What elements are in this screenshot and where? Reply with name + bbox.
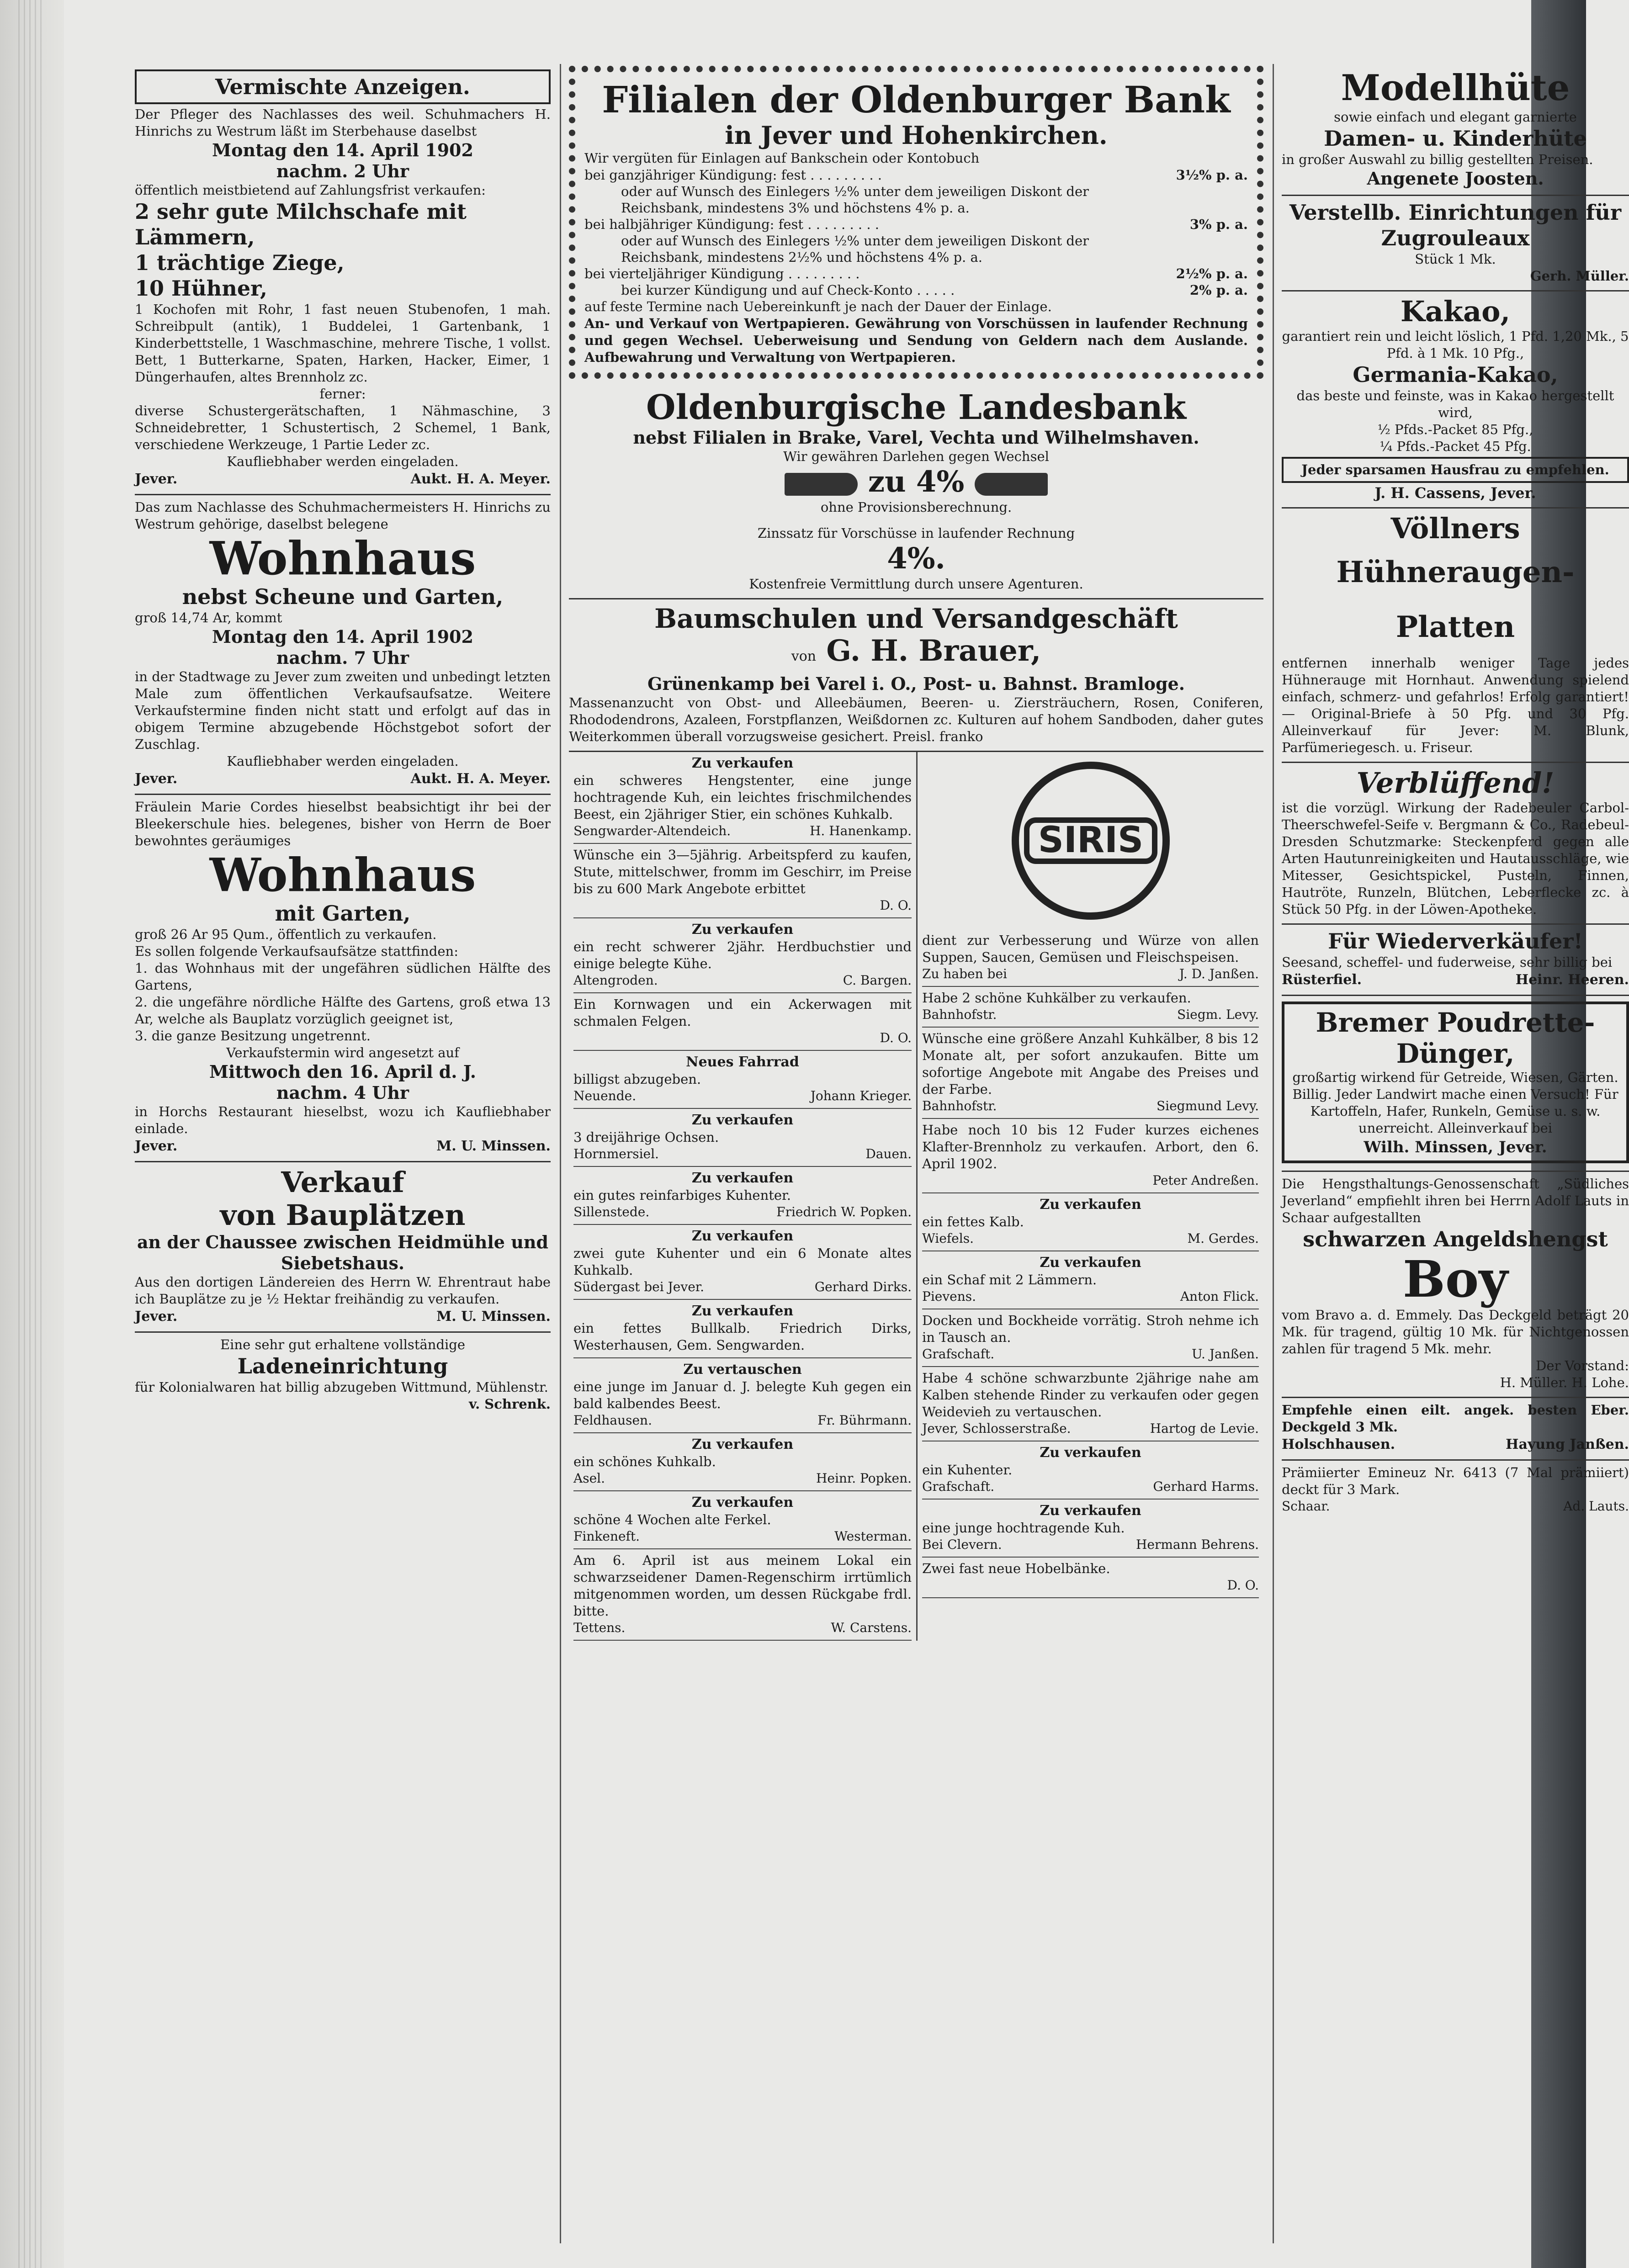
ad-wohnhaus-westrum xyxy=(135,495,551,795)
small-ad xyxy=(922,987,1259,1028)
small-ad-signature xyxy=(573,897,912,914)
ad-text: für Kolonialwaren hat billig abzugeben Wittmund, Mühlenstr. xyxy=(135,1379,548,1395)
small-ad-text: Wünsche ein 3—5jährig. Arbeitspferd zu kaufen, Stute, mittelschwer, fromm im Geschirr, im Preise bis zu 600 Mark Angebote erbittet xyxy=(573,847,912,896)
ad-headline: Völlners xyxy=(1390,512,1520,545)
small-ad-name: D. O. xyxy=(880,1030,912,1045)
small-ad-name: C. Bargen. xyxy=(843,973,912,988)
small-ad xyxy=(922,1193,1259,1251)
small-ad xyxy=(573,1358,912,1433)
small-ad xyxy=(573,844,912,918)
small-ad-signature xyxy=(922,1288,1259,1305)
small-ad-name: Friedrich W. Popken. xyxy=(776,1204,912,1219)
small-ad-title: Zu verkaufen xyxy=(1040,1197,1141,1213)
ad-text: in der Stadtwage zu Jever zum zweiten und unbedingt letzten Male zum öffentlichen Verkaufsaufsatze. Weitere Verkaufstermine finden nicht statt und erfolgt auf das in obigem Termine abzugebende Höchstgebot sofort der Zuschlag. xyxy=(135,669,551,752)
small-ad xyxy=(922,1558,1259,1598)
ad-headline: Damen- u. Kinderhüte xyxy=(1324,126,1587,151)
ad-subheadline: nebst Scheune und Garten, xyxy=(182,584,504,609)
small-ad-signature xyxy=(922,1537,1259,1553)
ad-text: Prämiierter Emineuz Nr. 6413 (7 Mal prämiiert) deckt für 3 Mark. xyxy=(1282,1465,1629,1497)
ad-headline: Für Wiederverkäufer! xyxy=(1328,929,1583,954)
ad-zugrouleaux xyxy=(1282,196,1629,291)
small-ad xyxy=(573,752,912,844)
ad-text: Empfehle einen eilt. angek. besten Eber. Deckgeld 3 Mk. xyxy=(1282,1402,1629,1435)
small-ad-text: ein schweres Hengstenter, eine junge hochtragende Kuh, ein leichtes frischmilchendes Beest, ein 2jähriger Stier, ein schönes Kuhkalb. xyxy=(573,773,912,822)
ad-item: 1 trächtige Ziege, xyxy=(135,250,345,275)
small-ad xyxy=(573,1300,912,1358)
small-ad-place: Bei Clevern. xyxy=(922,1537,1002,1552)
ad-text: vom Bravo a. d. Emmely. Das Deckgeld beträgt 20 Mk. für tragend, gültig 10 Mk. für Nichtgenossen zahlen für tragend 5 Mk. mehr. xyxy=(1282,1307,1629,1357)
ad-hengst-boy xyxy=(1282,1172,1629,1398)
small-ad-name: Hermann Behrens. xyxy=(1136,1537,1259,1552)
ad-item: 10 Hühner, xyxy=(135,276,267,301)
small-ad-place: Pievens. xyxy=(922,1289,976,1304)
small-ad-text: 3 dreijährige Ochsen. xyxy=(573,1129,719,1145)
ad-signature: Wilh. Minssen, Jever. xyxy=(1364,1138,1547,1156)
ad-brauer xyxy=(569,599,1263,752)
small-ad-text: Zwei fast neue Hobelbänke. xyxy=(922,1561,1110,1576)
small-ad-text: ein recht schwerer 2jähr. Herdbuchstier und einige belegte Kühe. xyxy=(573,939,912,971)
ad-ladeneinrichtung xyxy=(135,1333,551,1418)
ad-headline: Baumschulen und Versandgeschäft xyxy=(654,603,1178,634)
small-ad-place: Jever, Schlosserstraße. xyxy=(922,1421,1071,1436)
rate-value: 2½% p. a. xyxy=(1176,266,1248,281)
ad-subheadline: an der Chaussee zwischen Heidmühle und Siebetshaus. xyxy=(137,1232,549,1273)
ad-text: entfernen innerhalb weniger Tage jedes Hühnerauge mit Hornhaut. Anwendung spielend einfach, schmerz- und gefahrlos! Erfolg garantiert! — Original-Briefe à 50 Pfg. und 30 Pfg. Alleinverkauf für Jever: M. Blunk, Parfümeriegesch. u. Friseur. xyxy=(1282,655,1629,755)
ad-signature: Gerh. Müller. xyxy=(1530,268,1629,284)
ad-modellhuete xyxy=(1282,64,1629,196)
small-ad-signature xyxy=(922,1420,1259,1437)
small-ad-place: Bahnhofstr. xyxy=(922,1098,997,1113)
ad-text: öffentlich meistbietend auf Zahlungsfrist verkaufen: xyxy=(135,182,486,198)
ad-headline: Verkauf xyxy=(281,1166,404,1199)
ad-time: nachm. 4 Uhr xyxy=(276,1082,409,1103)
small-ad-signature xyxy=(573,1528,912,1545)
ad-signature: Jever. Aukt. H. A. Meyer. xyxy=(135,471,551,487)
ad-text: in großer Auswahl zu billig gestellten Preisen. xyxy=(1282,152,1593,167)
ad-headline: Modellhüte xyxy=(1341,67,1570,109)
rate-condition: oder auf Wunsch des Einlegers ½% unter dem jeweiligen Diskont der Reichsbank, mindestens 3% und höchstens 4% p. a. xyxy=(621,184,1089,216)
small-ad-title: Zu verkaufen xyxy=(691,1112,794,1128)
small-ad-title: Zu verkaufen xyxy=(1040,1445,1141,1461)
small-ad-signature xyxy=(922,1346,1259,1362)
ad-headline: Oldenburgische Landesbank xyxy=(646,388,1186,427)
small-ad-name: H. Hanenkamp. xyxy=(809,823,912,838)
ad-landesbank xyxy=(569,384,1263,599)
small-ad-signature xyxy=(573,1620,912,1636)
small-ad-title: Zu verkaufen xyxy=(691,1228,794,1244)
small-ad-title: Zu verkaufen xyxy=(691,1436,794,1452)
small-ad xyxy=(573,1491,912,1549)
ad-duenger xyxy=(1282,996,1629,1172)
ad-text: ist die vorzügl. Wirkung der Radebeuler Carbol-Theerschwefel-Seife v. Bergmann & Co., Radebeul-Dresden Schutzmarke: Steckenpferd gegen alle Arten Hautunreinigkeiten und Hautausschläge, wie Mitesser, Gesichtspickel, Pusteln, Finnen, Hautröte, Runzeln, Blütchen, Leberflecke zc. à Stück 50 Pfg. in der Löwen-Apotheke. xyxy=(1282,800,1629,917)
rate-value: 3% p. a. xyxy=(1189,217,1248,232)
small-ad-place: Zu haben bei xyxy=(922,966,1007,981)
small-ad xyxy=(573,1225,912,1300)
ad-text: sowie einfach und elegant garnierte xyxy=(1334,109,1577,125)
ad-bauplaetze xyxy=(135,1162,551,1333)
ad-text: groß 14,74 Ar, kommt xyxy=(135,610,282,625)
small-ads-right-list xyxy=(922,929,1259,1598)
small-ad-name: Gerhard Harms. xyxy=(1153,1479,1259,1494)
column-rule xyxy=(560,64,561,2243)
small-ad-signature xyxy=(922,966,1259,982)
small-ad-text: ein Schaf mit 2 Lämmern. xyxy=(922,1272,1097,1288)
rate-value: 4%. xyxy=(887,541,945,576)
small-ad-place: Sengwarder-Altendeich. xyxy=(573,823,731,838)
ad-subheadline: nebst Filialen in Brake, Varel, Vechta und Wilhelmshaven. xyxy=(633,427,1199,448)
ad-text: ferner: xyxy=(319,386,366,402)
small-ad-signature xyxy=(573,1279,912,1295)
small-ad-text: Ein Kornwagen und ein Ackerwagen mit schmalen Felgen. xyxy=(573,996,912,1029)
small-ad xyxy=(573,993,912,1051)
ad-verblueffend xyxy=(1282,763,1629,925)
small-ad xyxy=(573,1549,912,1641)
ad-text: ¼ Pfds.-Packet 45 Pfg. xyxy=(1380,439,1531,454)
small-ad xyxy=(573,1433,912,1491)
small-ad-text: ein gutes reinfarbiges Kuhenter. xyxy=(573,1187,791,1203)
ad-text: Fräulein Marie Cordes hieselbst beabsichtigt ihr bei der Bleekerschule hies. belegenes, bisher von Herrn de Boer bewohntes geräumiges xyxy=(135,799,551,848)
ad-text: Das zum Nachlasse des Schuhmachermeisters H. Hinrichs zu Westrum gehörige, daselbst belegene xyxy=(135,499,551,532)
rate-condition: oder auf Wunsch des Einlegers ½% unter dem jeweiligen Diskont der Reichsbank, mindestens 2½% und höchstens 4% p. a. xyxy=(621,233,1089,265)
ad-wiederverkaeufer xyxy=(1282,925,1629,996)
small-ad-signature xyxy=(573,1146,912,1162)
rate-line: zu 4% xyxy=(569,465,1263,499)
ad-text: ohne Provisionsberechnung. xyxy=(820,499,1012,515)
ad-horse-name: Boy xyxy=(1402,1250,1508,1309)
rate-value: 2% p. a. xyxy=(1189,282,1248,298)
small-ad-place: Bahnhofstr. xyxy=(922,1007,997,1022)
small-ad xyxy=(922,1119,1259,1193)
ad-text: Wir vergüten für Einlagen auf Bankschein oder Kontobuch xyxy=(584,150,980,166)
ad-signature: Angenete Joosten. xyxy=(1367,168,1544,189)
ad-signature: Jever. M. U. Minssen. xyxy=(135,1309,551,1325)
small-ad-signature xyxy=(922,1172,1259,1189)
small-ad-name: Anton Flick. xyxy=(1180,1289,1259,1304)
small-ad-title: Zu verkaufen xyxy=(691,922,794,938)
ad-subheadline: in Jever und Hohenkirchen. xyxy=(725,121,1108,150)
small-ad xyxy=(573,1109,912,1167)
small-ad-text: ein fettes Kalb. xyxy=(922,1214,1024,1229)
ad-signature: v. Schrenk. xyxy=(469,1396,551,1412)
small-ad-text: billigst abzugeben. xyxy=(573,1071,701,1087)
small-ad-place: Asel. xyxy=(573,1471,605,1486)
ad-text: Kaufliebhaber werden eingeladen. xyxy=(227,753,459,769)
ad-headline: Verstellb. Einrichtungen für Zugrouleaux xyxy=(1289,200,1622,250)
small-ad-name: Gerhard Dirks. xyxy=(814,1279,912,1294)
ad-headline: Ladeneinrichtung xyxy=(237,1354,448,1378)
small-ad-name: Dauen. xyxy=(865,1146,912,1161)
ad-text: garantiert rein und leicht löslich, 1 Pfd. 1,20 Mk., 5 Pfd. à 1 Mk. 10 Pfg., xyxy=(1282,329,1629,361)
small-ad-text: Wünsche eine größere Anzahl Kuhkälber, 8 bis 12 Monate alt, per sofort anzukaufen. Bitte um sofortige Angebote mit Angabe des Preises und der Farbe. xyxy=(922,1031,1259,1097)
ad-signature: Holschhausen. Hayung Janßen. xyxy=(1282,1436,1629,1452)
small-ad-title: Neues Fahrrad xyxy=(686,1054,799,1070)
ad-headline: Wohnhaus xyxy=(209,848,476,902)
ad-date: Montag den 14. April 1902 xyxy=(212,140,473,160)
section-title: Vermischte Anzeigen. xyxy=(135,69,551,104)
small-ad-signature xyxy=(573,1470,912,1487)
small-ad-text: schöne 4 Wochen alte Ferkel. xyxy=(573,1512,771,1527)
small-ad-text: eine junge im Januar d. J. belegte Kuh gegen ein bald kalbendes Beest. xyxy=(573,1379,912,1411)
ad-text: 1 Kochofen mit Rohr, 1 fast neuen Stubenofen, 1 mah. Schreibpult (antik), 1 Buddelei, 1 Gartenbank, 1 Kinderbettstelle, 1 Waschmaschine, mehrere Tische, 1 vollst. Bett, 1 Butterkarne, Spaten, Harken, Hacker, Eimer, 1 Düngerhaufen, altes Brennholz zc. xyxy=(135,302,551,385)
small-ad-text: Docken und Bockheide vorrätig. Stroh nehme ich in Tausch an. xyxy=(922,1313,1259,1345)
newspaper-page xyxy=(75,64,1629,2257)
ad-signature: Rüsterfiel. Heinr. Heeren. xyxy=(1282,972,1629,988)
ad-headline: Wohnhaus xyxy=(209,531,476,585)
small-ad-signature xyxy=(573,1412,912,1429)
list-item: 2. die ungefähre nördliche Hälfte des Gartens, groß etwa 13 Ar, welche als Bauplatz vorzüglich geeignet ist, xyxy=(135,994,551,1027)
small-ad-title: Zu verkaufen xyxy=(1040,1503,1141,1519)
small-ad-title: Zu verkaufen xyxy=(691,755,794,771)
small-ad-signature xyxy=(922,1577,1259,1594)
small-ad-name: Siegmund Levy. xyxy=(1156,1098,1259,1113)
ad-text: auf feste Termine nach Uebereinkunft je nach der Dauer der Einlage. xyxy=(584,299,1052,314)
ad-text: Kaufliebhaber werden eingeladen. xyxy=(227,454,459,469)
ad-text: Seesand, scheffel- und fuderweise, sehr billig bei xyxy=(1282,954,1613,970)
ad-headline: schwarzen Angeldshengst xyxy=(1303,1227,1608,1251)
small-ad-title: Zu vertauschen xyxy=(683,1362,802,1378)
small-ad-title: Zu verkaufen xyxy=(1040,1255,1141,1271)
small-ad-text: eine junge hochtragende Kuh. xyxy=(922,1520,1125,1536)
ad-wohnhaus-cordes xyxy=(135,795,551,1162)
ad-item: 2 sehr gute Milchschafe mit Lämmern, xyxy=(135,199,467,249)
small-ad-signature xyxy=(922,1007,1259,1023)
ad-text: Aus den dortigen Ländereien des Herrn W. Ehrentraut habe ich Bauplätze zu je ½ Hektar freihändig zu verkaufen. xyxy=(135,1274,551,1307)
siris-logo-icon xyxy=(1008,758,1173,923)
small-ads-columns xyxy=(569,752,1263,1641)
ad-text: in Horchs Restaurant hieselbst, wozu ich Kaufliebhaber einlade. xyxy=(135,1104,551,1136)
ad-nachlass-hinrichs xyxy=(135,64,551,495)
ad-headline: Bremer Poudrette-Dünger, xyxy=(1316,1007,1595,1069)
small-ad-name: Heinr. Popken. xyxy=(816,1471,912,1486)
small-ad-signature xyxy=(922,1230,1259,1247)
ad-text: Massenanzucht von Obst- und Alleebäumen, Beeren- u. Ziersträuchern, Rosen, Coniferen, Rhododendrons, Azaleen, Forstpflanzen, Weißdornen zc. Kulturen auf hohem Sandboden, daher gutes Weiterkommen überall vorzugsweise gesichert. Preisl. franko xyxy=(569,695,1263,744)
small-ad-place: Neuende. xyxy=(573,1088,637,1103)
small-ad xyxy=(573,1167,912,1225)
small-ad xyxy=(922,929,1259,987)
small-ad xyxy=(922,1251,1259,1309)
small-ad-signature xyxy=(922,1478,1259,1495)
ad-name-line: von G. H. Brauer, xyxy=(791,634,1041,668)
ad-signature: J. H. Cassens, Jever. xyxy=(1374,484,1536,502)
ad-address: Grünenkamp bei Varel i. O., Post- u. Bahnst. Bramloge. xyxy=(647,673,1185,694)
ad-signature: Schaar. Ad. Lauts. xyxy=(1282,1499,1629,1514)
rate-condition: bei kurzer Kündigung und auf Check-Konto . . . . . xyxy=(621,282,955,298)
ad-kakao xyxy=(1282,291,1629,509)
rate-value xyxy=(1138,183,1248,216)
small-ad-name: Fr. Bührmann. xyxy=(817,1413,912,1428)
rate-value xyxy=(1138,233,1248,265)
ad-headline: Hühneraugen-Platten xyxy=(1336,555,1575,644)
small-ad-name: W. Carstens. xyxy=(831,1620,912,1635)
ad-date: Mittwoch den 16. April d. J. xyxy=(209,1061,477,1082)
ad-text: Die Hengsthaltungs-Genossenschaft „Südliches Jeverland“ empfiehlt ihren bei Herrn Adolf Lauts in Schaar aufgestallten xyxy=(1282,1176,1629,1225)
ad-time: nachm. 7 Uhr xyxy=(276,647,409,668)
small-ad-place: Hornmersiel. xyxy=(573,1146,659,1161)
ad-oldenburger-bank xyxy=(569,66,1263,379)
column-right xyxy=(1282,64,1629,2248)
ad-headline: Kakao, xyxy=(1400,295,1511,328)
duenger-box xyxy=(1282,1002,1629,1163)
small-ads-left xyxy=(569,752,916,1641)
ad-text: Stück 1 Mk. xyxy=(1415,251,1496,267)
rate-condition: bei vierteljähriger Kündigung . . . . . . . . . xyxy=(584,266,860,281)
small-ad-text: Habe noch 10 bis 12 Fuder kurzes eichenes Klafter-Brennholz zu verkaufen. Arbort, den 6. April 1902. xyxy=(922,1122,1259,1171)
siris-logo-text: SIRIS xyxy=(1038,820,1143,861)
ad-subheadline: mit Garten, xyxy=(275,901,411,926)
small-ad-place: Grafschaft. xyxy=(922,1346,995,1362)
ad-text: An- und Verkauf von Wertpapieren. Gewährung von Vorschüssen in laufender Rechnung und gegen Wechsel. Ueberweisung und Sendung von Geldern nach dem Auslande. Aufbewahrung und Verwaltung von Wertpapieren. xyxy=(584,316,1248,365)
pointing-hand-icon xyxy=(785,473,858,496)
ad-text: großartig wirkend für Getreide, Wiesen, Gärten. Billig. Jeder Landwirt mache einen Versuch! Für Kartoffeln, Hafer, Runkeln, Gemüse u. s. w. unerreicht. Alleinverkauf bei xyxy=(1292,1070,1618,1136)
small-ad-name: Hartog de Levie. xyxy=(1150,1421,1259,1436)
small-ad-name: Siegm. Levy. xyxy=(1177,1007,1259,1022)
small-ad-text: Am 6. April ist aus meinem Lokal ein schwarzseidener Damen-Regenschirm irrtümlich mitgenommen worden, um dessen Rückgabe frdl. bitte. xyxy=(573,1553,912,1619)
small-ad-place: Grafschaft. xyxy=(922,1479,995,1494)
small-ad-signature xyxy=(573,1204,912,1220)
ad-text: ½ Pfds.-Packet 85 Pfg., xyxy=(1377,422,1533,437)
ad-emineuz xyxy=(1282,1461,1629,1520)
small-ad xyxy=(922,1367,1259,1441)
ad-signature: Jever. Aukt. H. A. Meyer. xyxy=(135,771,551,787)
list-item: 3. die ganze Besitzung ungetrennt. xyxy=(135,1028,371,1044)
small-ad-text: ein schönes Kuhkalb. xyxy=(573,1454,716,1469)
small-ad-name: Peter Andreßen. xyxy=(1152,1173,1259,1188)
ad-text: das beste und feinste, was in Kakao hergestellt wird, xyxy=(1296,388,1614,420)
ad-headline: Germania-Kakao, xyxy=(1353,362,1558,387)
ad-huehneraugen xyxy=(1282,509,1629,763)
small-ad xyxy=(922,1441,1259,1500)
small-ad-title: Zu verkaufen xyxy=(691,1303,794,1319)
small-ad-name: D. O. xyxy=(880,898,912,913)
ad-text: Der Vorstand: xyxy=(1536,1358,1629,1373)
ad-text: Es sollen folgende Verkaufsaufsätze stattfinden: xyxy=(135,943,459,959)
interest-rates-table xyxy=(584,167,1248,298)
ad-text: groß 26 Ar 95 Qum., öffentlich zu verkaufen. xyxy=(135,927,437,942)
ad-text: Eine sehr gut erhaltene vollständige xyxy=(220,1337,466,1352)
small-ad-title: Zu verkaufen xyxy=(691,1170,794,1186)
ad-text: Wir gewähren Darlehen gegen Wechsel xyxy=(783,449,1049,464)
ad-headline: Filialen der Oldenburger Bank xyxy=(602,78,1231,121)
small-ad xyxy=(573,918,912,993)
small-ad xyxy=(922,1028,1259,1119)
rate-condition: bei ganzjähriger Kündigung: fest . . . . . . . . . xyxy=(584,167,882,183)
ad-signature: Jever. M. U. Minssen. xyxy=(135,1138,551,1154)
small-ad-signature xyxy=(573,1030,912,1046)
small-ad xyxy=(922,1500,1259,1558)
small-ad-text: dient zur Verbesserung und Würze von allen Suppen, Saucen, Gemüsen und Fleischspeisen. xyxy=(922,933,1259,965)
ad-text: Verkaufstermin wird angesetzt auf xyxy=(226,1045,459,1060)
small-ads-right xyxy=(916,752,1263,1641)
small-ad-text: Habe 2 schöne Kuhkälber zu verkaufen. xyxy=(922,990,1191,1006)
small-ad-title: Zu verkaufen xyxy=(691,1494,794,1510)
small-ad-place: Sillenstede. xyxy=(573,1204,650,1219)
ad-headline: von Bauplätzen xyxy=(220,1198,466,1232)
ad-date: Montag den 14. April 1902 xyxy=(212,626,473,647)
column-left xyxy=(135,64,551,2248)
ad-eber xyxy=(1282,1398,1629,1461)
ad-text: Zinssatz für Vorschüsse in laufender Rechnung xyxy=(757,525,1075,541)
small-ad-name: D. O. xyxy=(1227,1578,1259,1593)
rate-condition: bei halbjähriger Kündigung: fest . . . . . . . . . xyxy=(584,217,879,232)
pointing-hand-icon xyxy=(975,473,1048,496)
small-ad-signature xyxy=(922,1098,1259,1114)
small-ad-text: zwei gute Kuhenter und ein 6 Monate altes Kuhkalb. xyxy=(573,1245,912,1278)
small-ad-signature xyxy=(573,1088,912,1104)
ad-text: Der Pfleger des Nachlasses des weil. Schuhmachers H. Hinrichs zu Westrum läßt im Sterbehause daselbst xyxy=(135,106,551,139)
ad-signature: H. Müller. H. Lohe. xyxy=(1500,1375,1629,1390)
column-rule xyxy=(1273,64,1274,2243)
small-ad-place: Altengroden. xyxy=(573,973,658,988)
small-ad xyxy=(573,1051,912,1109)
book-binding-edge xyxy=(0,0,64,2268)
small-ad-place: Finkeneft. xyxy=(573,1529,640,1544)
small-ad-text: ein Kuhenter. xyxy=(922,1462,1013,1478)
column-middle xyxy=(569,64,1263,2248)
ad-text: diverse Schustergerätschaften, 1 Nähmaschine, 3 Schneidebretter, 1 Schustertisch, 2 Schemel, 1 Bank, verschiedene Werkzeuge, 1 Partie Leder zc. xyxy=(135,403,551,452)
small-ad-name: J. D. Janßen. xyxy=(1179,966,1259,981)
small-ad-place: Wiefels. xyxy=(922,1231,974,1246)
small-ad-text: Habe 4 schöne schwarzbunte 2jährige nahe am Kalben stehende Rinder zu verkaufen oder gegen Weidevieh zu vertauschen. xyxy=(922,1370,1259,1420)
ad-text: Kostenfreie Vermittlung durch unsere Agenturen. xyxy=(749,576,1083,592)
small-ad-text: ein fettes Bullkalb. Friedrich Dirks, Westerhausen, Gem. Sengwarden. xyxy=(573,1320,912,1353)
small-ad-name: U. Janßen. xyxy=(1192,1346,1259,1362)
small-ad-signature xyxy=(573,972,912,989)
ad-headline: Verblüffend! xyxy=(1356,766,1555,800)
small-ad-place: Südergast bei Jever. xyxy=(573,1279,704,1294)
small-ad-signature xyxy=(573,823,912,839)
rate-value: 3½% p. a. xyxy=(1176,167,1248,183)
list-item: 1. das Wohnhaus mit der ungefähren südlichen Hälfte des Gartens, xyxy=(135,960,551,993)
ad-time: nachm. 2 Uhr xyxy=(276,161,409,181)
small-ad-place: Feldhausen. xyxy=(573,1413,652,1428)
small-ad xyxy=(922,1309,1259,1367)
siris-logo xyxy=(922,752,1259,929)
small-ad-place: Tettens. xyxy=(573,1620,626,1635)
small-ad-name: Johann Krieger. xyxy=(810,1088,912,1103)
small-ad-name: Westerman. xyxy=(834,1529,912,1544)
small-ad-name: M. Gerdes. xyxy=(1187,1231,1259,1246)
recommendation-box: Jeder sparsamen Hausfrau zu empfehlen. xyxy=(1282,457,1629,483)
